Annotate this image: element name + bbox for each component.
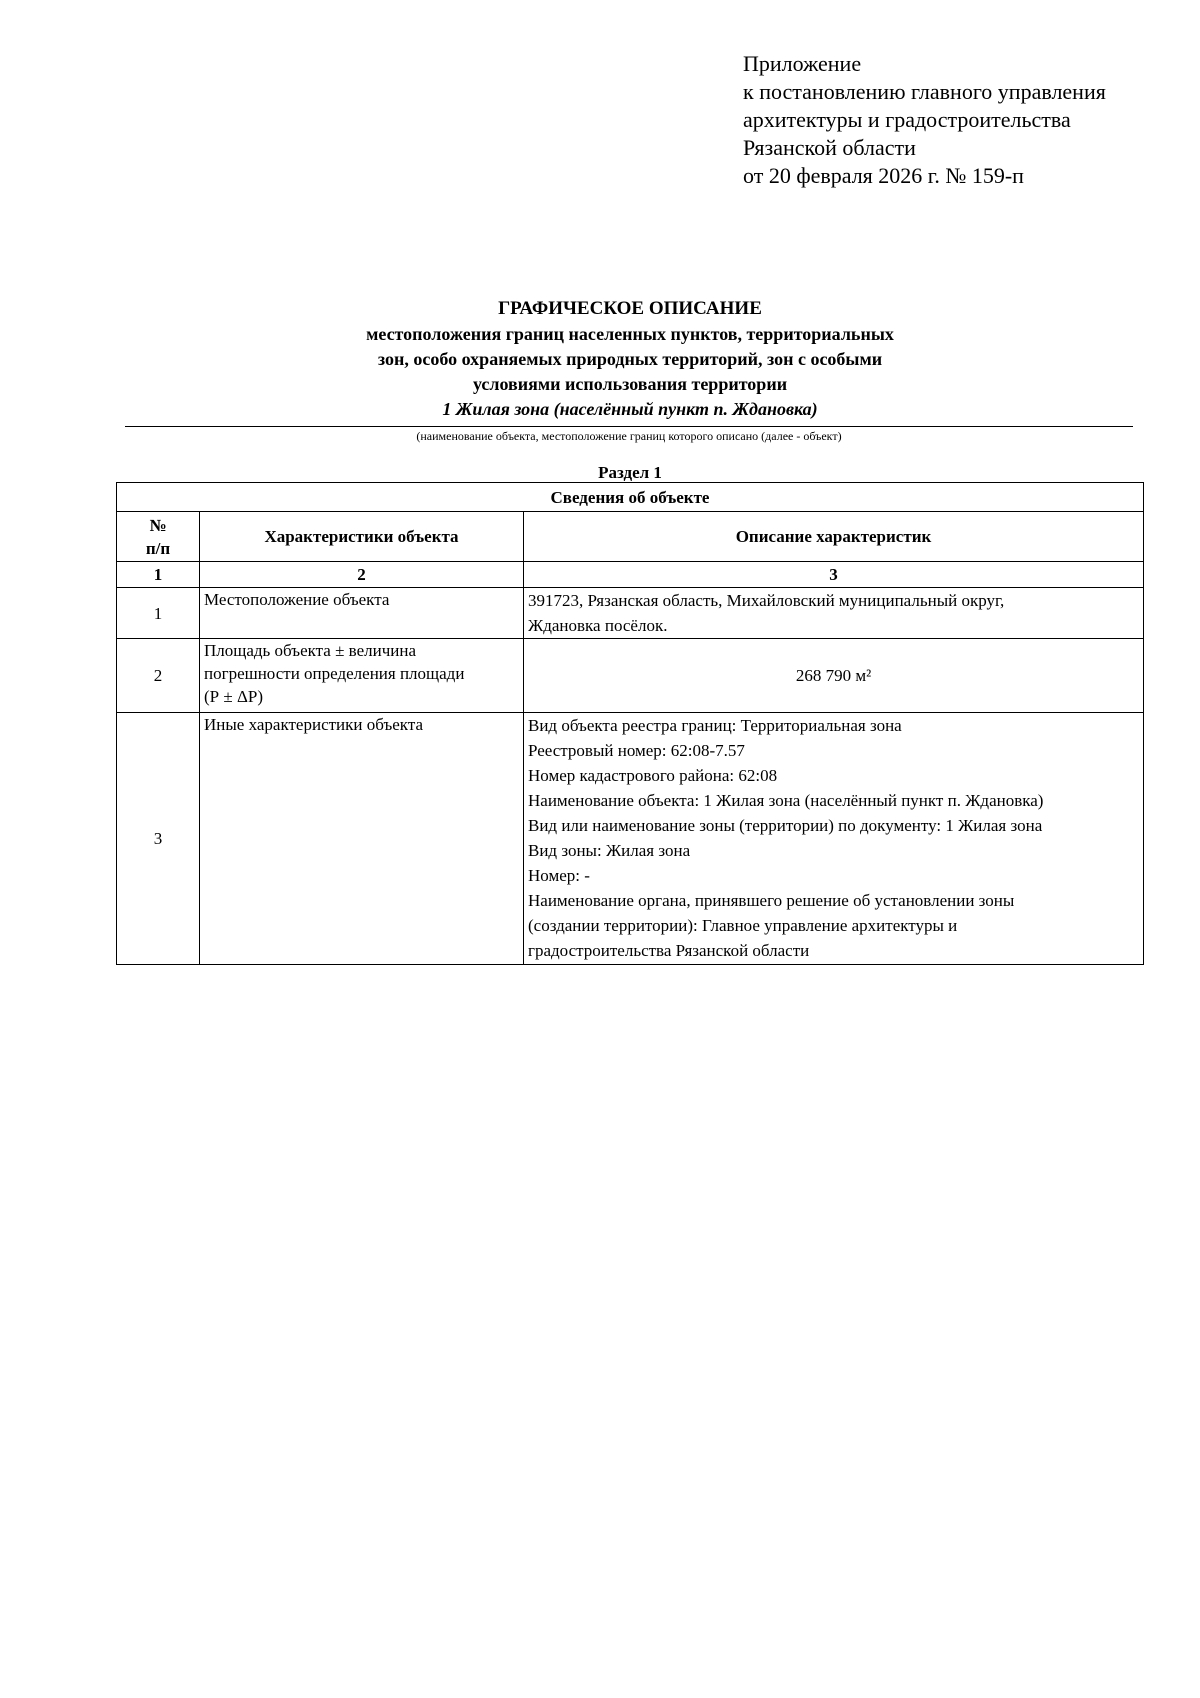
- description-line: Номер кадастрового района: 62:08: [528, 766, 778, 785]
- row-number: 3: [117, 713, 200, 965]
- table-title: Сведения об объекте: [117, 483, 1144, 512]
- header-no-line: №: [149, 515, 167, 535]
- column-number: 1: [117, 562, 200, 588]
- table-title-row: [117, 483, 1144, 512]
- section-title: Раздел 1: [598, 463, 662, 482]
- annex-line: архитектуры и градостроительства: [743, 107, 1071, 132]
- characteristic-line: погрешности определения площади: [204, 664, 465, 683]
- row-number: 2: [117, 639, 200, 713]
- document-subtitle-line: условиями использования территории: [472, 374, 788, 394]
- annex-line: к постановлению главного управления: [743, 79, 1106, 104]
- header-description: Описание характеристик: [524, 512, 1144, 562]
- object-name-caption: (наименование объекта, местоположение границ которого описано (далее - объект): [416, 429, 842, 443]
- row-characteristic: Иные характеристики объекта: [200, 713, 524, 965]
- annex-line: Рязанской области: [743, 135, 916, 160]
- description-line: градостроительства Рязанской области: [528, 941, 810, 960]
- header-no: [117, 512, 200, 562]
- row-characteristic: Местоположение объекта: [200, 588, 524, 639]
- document-title: ГРАФИЧЕСКОЕ ОПИСАНИЕ: [498, 298, 762, 319]
- document-subtitle-line: зон, особо охраняемых природных территорий, зон с особыми: [377, 349, 883, 369]
- area-value: 268 790 м²: [524, 639, 1144, 713]
- table-row: [117, 588, 1144, 639]
- annex-line: Приложение: [743, 51, 862, 76]
- description-line: (создании территории): Главное управление архитектуры и: [528, 916, 958, 935]
- description-line: 391723, Рязанская область, Михайловский муниципальный округ,: [528, 591, 1005, 610]
- header-no-line: п/п: [145, 538, 171, 558]
- row-description: [524, 713, 1144, 965]
- table-row: [117, 639, 1144, 713]
- row-number: 1: [117, 588, 200, 639]
- description-line: Реестровый номер: 62:08-7.57: [528, 741, 745, 760]
- object-name-underline: [125, 426, 1133, 427]
- row-description: [524, 588, 1144, 639]
- characteristic-line: (Р ± ΔР): [204, 687, 263, 706]
- description-line: Наименование органа, принявшего решение об установлении зоны: [528, 891, 1015, 910]
- description-line: Вид объекта реестра границ: Территориальная зона: [528, 716, 902, 735]
- column-number: 3: [524, 562, 1144, 588]
- annex-date-line: от 20 февраля 2026 г. № 159-п: [743, 163, 1024, 188]
- annex-block: [743, 50, 1106, 190]
- description-line: Вид или наименование зоны (территории) по документу: 1 Жилая зона: [528, 816, 1043, 835]
- document-subtitle-line: местоположения границ населенных пунктов, территориальных: [366, 324, 894, 344]
- description-line: Наименование объекта: 1 Жилая зона (населённый пункт п. Ждановка): [528, 791, 1044, 810]
- title-block: [0, 296, 1200, 421]
- object-name: 1 Жилая зона (населённый пункт п. Ждановка): [442, 399, 818, 419]
- row-characteristic: [200, 639, 524, 713]
- description-line: Ждановка посёлок.: [528, 616, 668, 635]
- column-number: 2: [200, 562, 524, 588]
- description-line: Вид зоны: Жилая зона: [528, 841, 691, 860]
- table-header-row: [117, 512, 1144, 562]
- description-line: Номер: -: [528, 866, 590, 885]
- object-info-table: [116, 482, 1144, 965]
- header-characteristics: Характеристики объекта: [200, 512, 524, 562]
- table-row: [117, 713, 1144, 965]
- column-number-row: [117, 562, 1144, 588]
- characteristic-line: Площадь объекта ± величина: [204, 641, 417, 660]
